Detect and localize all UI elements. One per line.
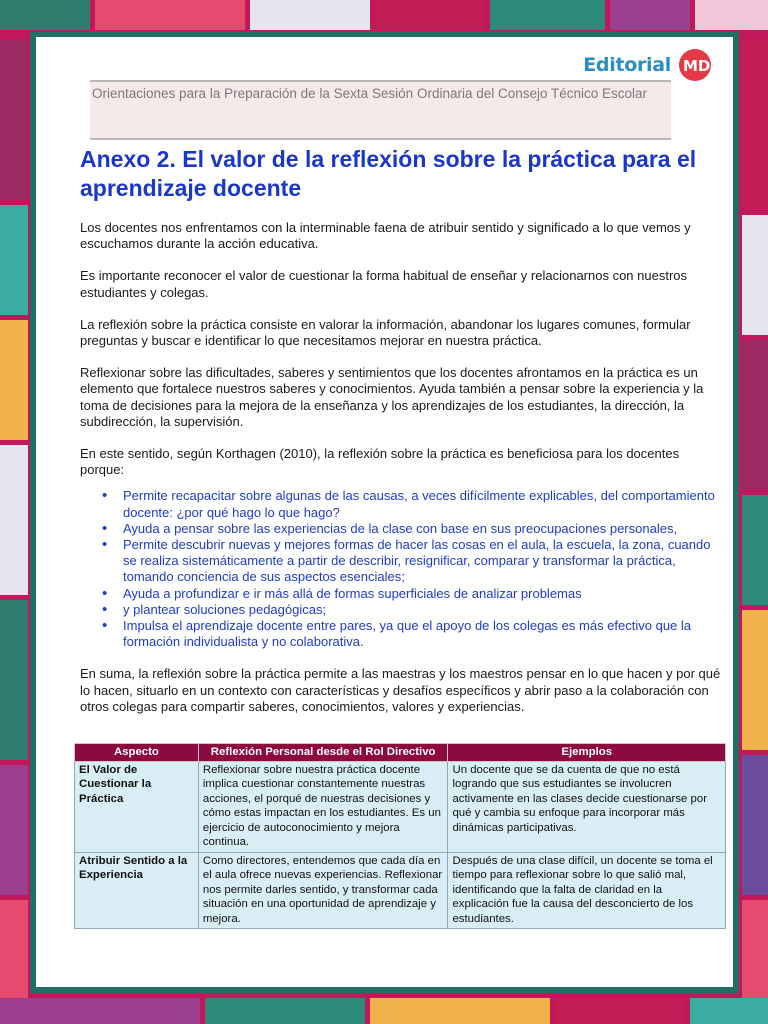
paragraph-korthagen: En este sentido, según Korthagen (2010), la reflexión sobre la práctica es beneficiosa para los docentes porque: [80,446,680,478]
paragraph-definition: La reflexión sobre la práctica consiste en valorar la información, abandonar los lugares comunes, formular preguntas y buscar e identificar lo que necesitamos mejorar en nuestra práctica. [80,316,691,349]
list-item: • Permite recapacitar sobre algunas de las causas, a veces difícilmente explicables, del comportamiento docente: ¿por qué hago lo que hago? [80,488,724,520]
document-body [80,220,724,731]
paragraph-difficulties: Reflexionar sobre las dificultades, saberes y sentimientos que los docentes afrontamos en la práctica es un elemento que fortalece nuestros saberes y conocimientos. Ayuda también a pensar sobre la experiencia y la toma de decisiones para la mejora de la enseñanza y los aprendizajes de los estudiantes, la dirección, la subdirección, la supervisión. [80,365,704,429]
md-logo-icon [673,47,713,83]
table-cell-reflection: Como directores, entendemos que cada día en el aula ofrece nuevas experiencias. Reflexionar nos permite darles sentido, y transformar cada situación en una oportunidad de aprendizaje y mejora. [198,852,448,929]
column-header-ejemplos: Ejemplos [448,744,726,762]
document-page [36,37,733,987]
column-header-reflexion: Reflexión Personal desde el Rol Directivo [198,744,448,762]
benefits-list [80,488,724,650]
page-frame [30,31,739,993]
page-title: Anexo 2. El valor de la reflexión sobre la práctica para el aprendizaje docente [80,146,697,201]
table-row [75,852,726,929]
table-cell-aspect: El Valor de Cuestionar la Práctica [75,761,199,852]
table-header-row [75,744,726,762]
table-cell-aspect: Atribuir Sentido a la Experiencia [75,852,199,929]
paragraph-intro: Los docentes nos enfrentamos con la interminable faena de atribuir sentido y significado a lo que vemos y escuchamos durante la acción educativa. [80,220,691,252]
table-row [75,761,726,852]
list-item: • Ayuda a pensar sobre las experiencias de la clase con base en sus preocupaciones personales, [80,521,724,537]
table-cell-example: Un docente que se da cuenta de que no está logrando que sus estudiantes se involucren activamente en las clases decide cuestionarse por qué y cambia su enfoque para incorporar más dinámicas participativas. [448,761,726,852]
list-item: • y plantear soluciones pedagógicas; [80,602,724,618]
table-cell-reflection: Reflexionar sobre nuestra práctica docente implica cuestionar constantemente nuestras acciones, el porqué de nuestras decisiones y cómo estas impactan en los estudiantes. Es un ejercicio de autoconocimiento y mejora continua. [198,761,448,852]
table-cell-example: Después de una clase difícil, un docente se toma el tiempo para reflexionar sobre lo que salió mal, identificando que la falta de claridad en la explicación fue la causa del desconcierto de los estudiantes. [448,852,726,929]
paragraph-summary: En suma, la reflexión sobre la práctica permite a las maestras y los maestros pensar en lo que hacen y por qué lo hacen, situarlo en un contexto con características y desafíos específicos y abrir paso a la colaboración con otros colegas para compartir saberes, conocimientos, valores y experiencias. [80,666,721,714]
column-header-aspecto: Aspecto [75,744,199,762]
svg-text:MD: MD [683,57,711,75]
document-subtitle: Orientaciones para la Preparación de la Sexta Sesión Ordinaria del Consejo Técnico Escolar [92,86,648,101]
editorial-logo [583,45,713,85]
logo-text: Editorial [583,54,671,76]
document-header-band [90,80,671,140]
paragraph-importance: Es importante reconocer el valor de cuestionar la forma habitual de enseñar y relacionarnos con nuestros estudiantes y colegas. [80,268,688,300]
list-item: • Impulsa el aprendizaje docente entre pares, ya que el apoyo de los colegas es más efectivo que la formación individualista y no colaborativa. [80,618,724,650]
list-item: • Permite descubrir nuevas y mejores formas de hacer las cosas en el aula, la escuela, la zona, cuando se realiza sistemáticamente a partir de describir, resignificar, comparar y transformar la práctica, tomando conciencia de sus aspectos esenciales; [80,537,724,586]
reflection-table [74,743,726,929]
list-item: • Ayuda a profundizar e ir más allá de formas superficiales de analizar problemas [80,586,724,602]
